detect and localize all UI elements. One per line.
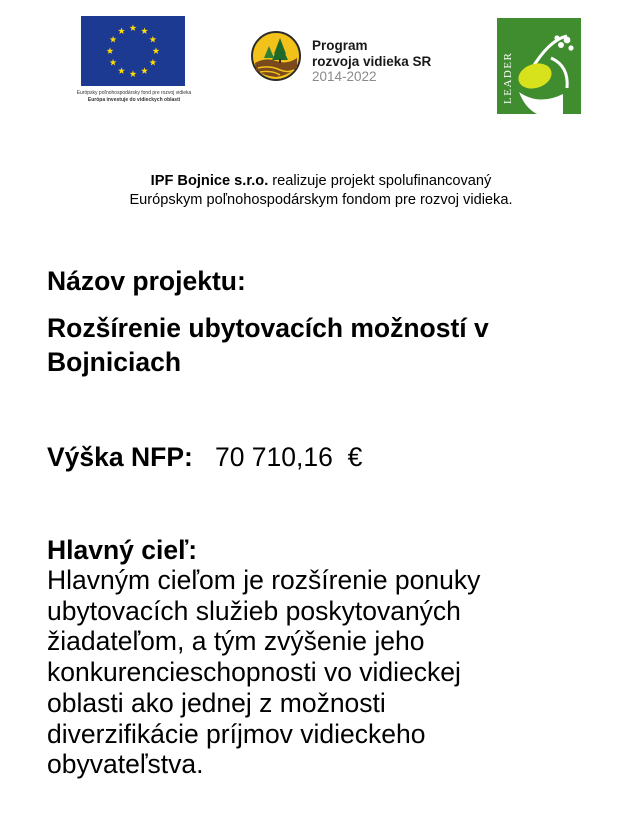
eu-star-icon (141, 67, 148, 74)
eu-star-icon (130, 24, 137, 31)
eu-star-icon (110, 36, 117, 43)
eu-star-icon (110, 59, 117, 66)
project-name (47, 311, 617, 379)
eu-star-icon (141, 27, 148, 34)
project-content (47, 265, 617, 780)
prv-line1: Program (312, 38, 368, 53)
company-name: IPF Bojnice s.r.o. (150, 173, 269, 189)
goal-label: Hlavný cieľ: (47, 535, 198, 565)
goal-text (47, 565, 617, 780)
eu-star-icon (153, 47, 160, 54)
eu-caption (66, 90, 202, 103)
eu-star-icon (118, 67, 125, 74)
intro-line1 (0, 172, 642, 191)
goal-line: konkurencieschopnosti vo vidieckej (47, 657, 461, 688)
eu-star-icon (107, 47, 114, 54)
goal-line: Hlavným cieľom je rozšírenie ponuky (47, 565, 481, 595)
eu-caption-line1: Európsky poľnohospodársky fond pre rozvoj vidieka (76, 90, 192, 96)
intro-line2: Európskym poľnohospodárskym fondom pre rozvoj vidieka. (129, 192, 513, 208)
leader-word: LEADER (502, 51, 514, 104)
leader-logo-icon (497, 18, 581, 114)
nfp-label: Výška NFP: (47, 442, 193, 472)
prv-logo (250, 30, 460, 90)
goal-line: oblasti ako jednej z možnosti (47, 687, 386, 718)
prv-landscape-icon (250, 30, 302, 82)
goal-line: diverzifikácie príjmov vidieckeho (47, 718, 426, 749)
nfp-row (47, 441, 617, 473)
eu-flag-icon (81, 16, 185, 86)
eu-star-icon (149, 36, 156, 43)
goal-line: ubytovacích služieb poskytovaných (47, 595, 461, 626)
project-name-label: Názov projektu: (47, 266, 246, 296)
project-name-line2: Bojniciach (47, 347, 182, 377)
intro-line1-rest: realizuje projekt spolufinancovaný (268, 173, 492, 189)
prv-years: 2014-2022 (312, 69, 377, 84)
goal-line: žiadateľom, a tým zvýšenie jeho (47, 626, 425, 657)
prv-text (312, 38, 431, 85)
eu-star-icon (118, 27, 125, 34)
prv-line2: rozvoja vidieka SR (312, 53, 432, 69)
eu-star-icon (130, 70, 137, 77)
goal-line: obyvateľstva. (47, 749, 204, 780)
nfp-value: 70 710,16 € (214, 442, 363, 472)
eu-caption-line2: Európa investuje do vidieckych oblastí (87, 96, 181, 103)
project-name-line1: Rozšírenie ubytovacích možností v (47, 313, 489, 343)
eu-star-icon (149, 59, 156, 66)
intro-text (0, 172, 642, 210)
